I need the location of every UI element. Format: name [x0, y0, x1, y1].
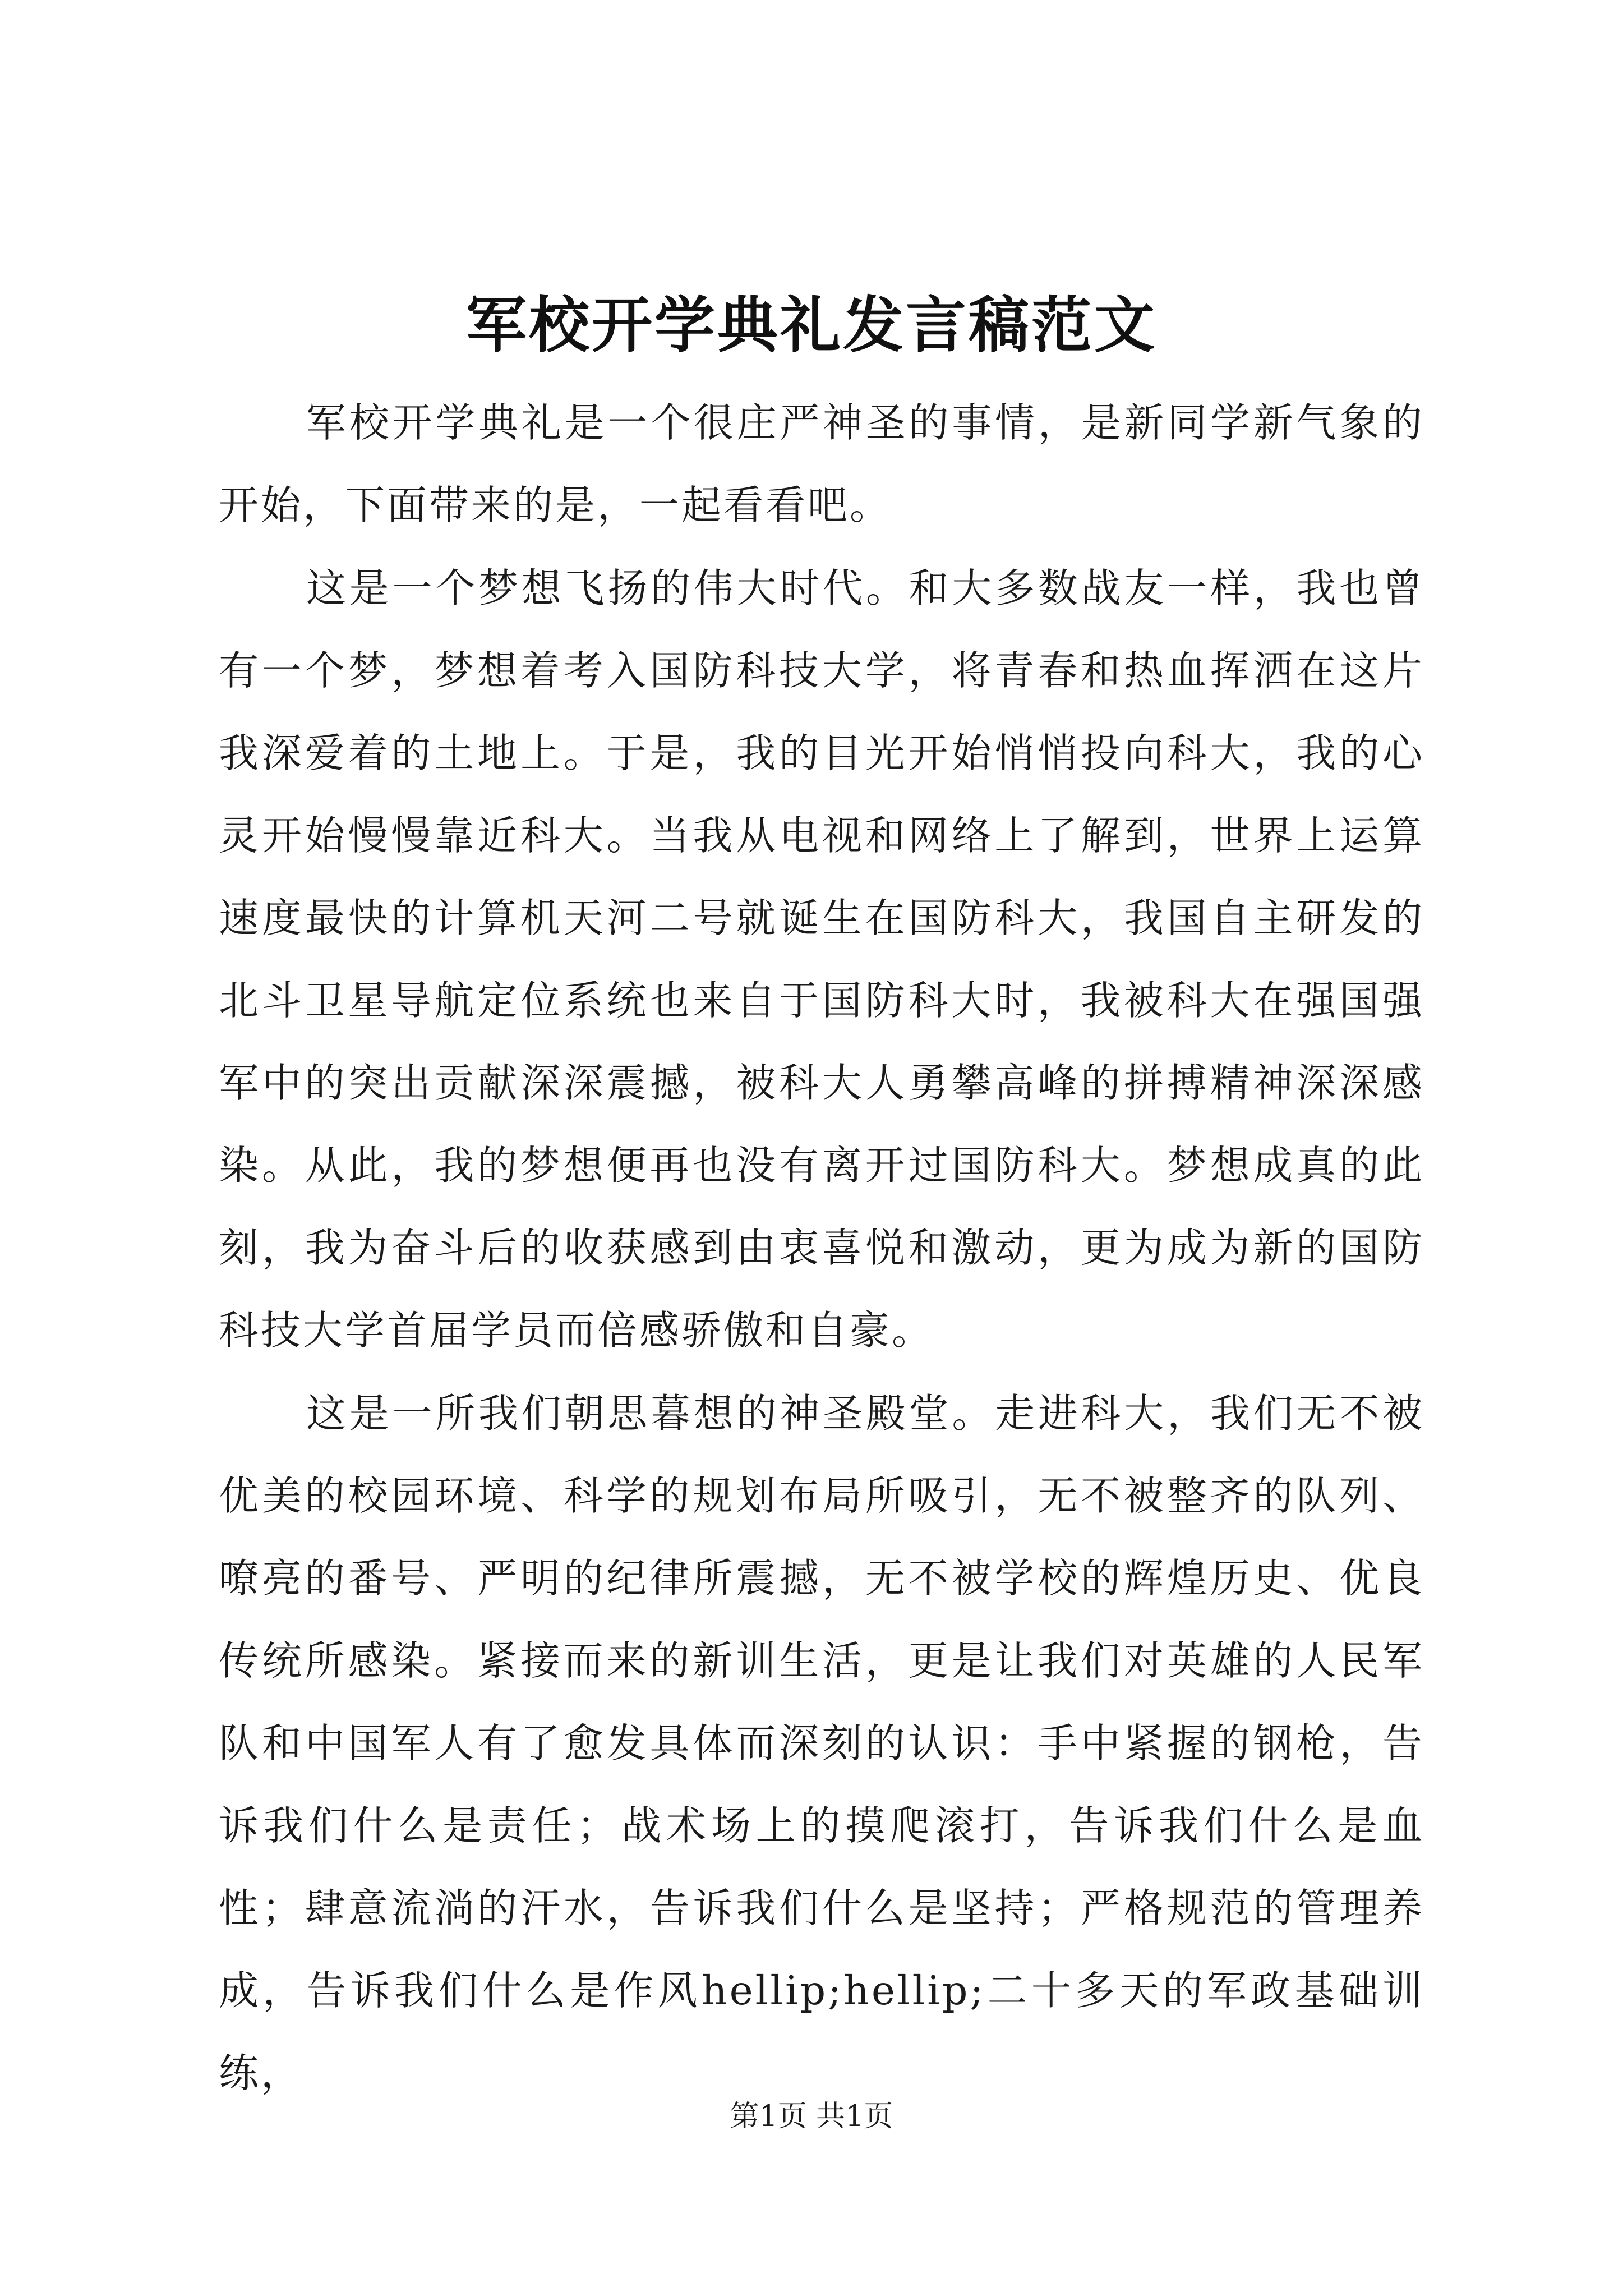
- paragraph-campus: 这是一所我们朝思暮想的神圣殿堂。走进科大，我们无不被优美的校园环境、科学的规划布局所吸引，无不被整齐的队列、嘹亮的番号、严明的纪律所震撼，无不被学校的辉煌历史、优良传统所感染。紧接而来的新训生活，更是让我们对英雄的人民军队和中国军人有了愈发具体而深刻的认识：手中紧握的钢枪，告诉我们什么是责任；战术场上的摸爬滚打，告诉我们什么是血性；肆意流淌的汗水，告诉我们什么是坚持；严格规范的管理养成，告诉我们什么是作风hellip;hellip;二十多天的军政基础训练，: [219, 1390, 1424, 2096]
- document-body: [219, 381, 1424, 2115]
- document-title: 军校开学典礼发言稿范文: [465, 290, 1157, 361]
- paragraph-dream: 这是一个梦想飞扬的伟大时代。和大多数战友一样，我也曾有一个梦，梦想着考入国防科技大学，将青春和热血挥洒在这片我深爱着的土地上。于是，我的目光开始悄悄投向科大，我的心灵开始慢慢靠近科大。当我从电视和网络上了解到，世界上运算速度最快的计算机天河二号就诞生在国防科大，我国自主研发的北斗卫星导航定位系统也来自于国防科大时，我被科大在强国强军中的突出贡献深深震撼，被科大人勇攀高峰的拼搏精神深深感染。从此，我的梦想便再也没有离开过国防科大。梦想成真的此刻，我为奋斗后的收获感到由衷喜悦和激动，更为成为新的国防科技大学首届学员而倍感骄傲和自豪。: [219, 565, 1424, 1354]
- page-footer: 第1页 共1页: [730, 2100, 893, 2133]
- paragraph-intro: 军校开学典礼是一个很庄严神圣的事情，是新同学新气象的开始，下面带来的是，一起看看吧。: [219, 399, 1424, 528]
